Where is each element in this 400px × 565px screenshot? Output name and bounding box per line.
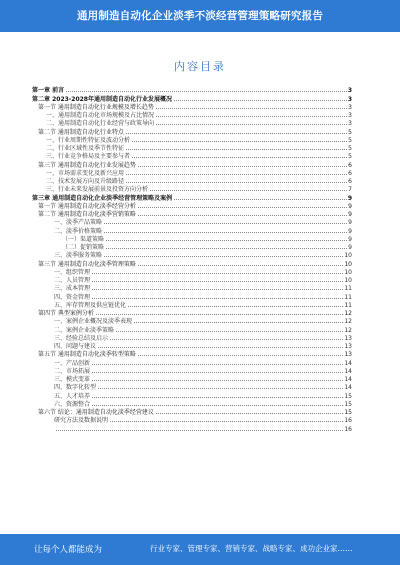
toc-entry-page: 9 bbox=[348, 219, 352, 227]
toc-leader-dots bbox=[138, 355, 343, 356]
toc-entry[interactable] bbox=[32, 160, 352, 168]
toc-entry-label: 二、通用制造自动化行业经营与政策导向 bbox=[46, 120, 155, 128]
toc-leader-dots bbox=[92, 364, 343, 365]
toc-entry-page: 3 bbox=[348, 112, 352, 119]
toc-leader-dots bbox=[110, 421, 343, 422]
toc-entry-page: 14 bbox=[344, 367, 352, 375]
toc-entry-label: 第一节 通用制造自动化行业规模及增长趋势 bbox=[38, 103, 154, 111]
toc-entry-page: 16 bbox=[344, 417, 352, 425]
toc-entry[interactable] bbox=[32, 268, 352, 276]
toc-entry-label: 二、技术发展方向及升级路径 bbox=[46, 178, 125, 185]
toc-entry-page: 11 bbox=[344, 293, 352, 301]
toc-entry-label: 第一章 前言 bbox=[32, 87, 65, 95]
toc-entry-label: 四、数字化转型 bbox=[54, 384, 97, 392]
toc-entry-page: 3 bbox=[348, 120, 352, 128]
toc-entry-page: 15 bbox=[344, 392, 352, 400]
toc-leader-dots bbox=[92, 281, 343, 282]
toc-leader-dots bbox=[66, 91, 347, 92]
toc-entry-page: 10 bbox=[344, 268, 352, 276]
toc-entry[interactable] bbox=[32, 177, 352, 185]
toc-entry[interactable] bbox=[32, 276, 352, 284]
toc-entry-label: （一）渠道策略 bbox=[62, 235, 105, 243]
toc-entry-page: 15 bbox=[344, 400, 352, 408]
toc-leader-dots bbox=[138, 166, 347, 167]
toc-entry-label: 一、案例企业概况及淡季表现 bbox=[54, 318, 133, 326]
toc-entry-page: 11 bbox=[344, 285, 352, 293]
toc-entry-page: 5 bbox=[348, 145, 352, 152]
toc-entry[interactable] bbox=[32, 367, 352, 375]
toc-leader-dots bbox=[128, 306, 343, 307]
toc-entry-page: 9 bbox=[347, 194, 352, 202]
toc-entry-page: 5 bbox=[348, 136, 352, 144]
toc-entry-label: 第三章 通用制造自动化企业淡季经营管理策略及案例 bbox=[32, 194, 173, 202]
toc-entry[interactable] bbox=[32, 202, 352, 210]
toc-entry-label: 一、组织管理 bbox=[54, 268, 91, 276]
toc-entry-page: 5 bbox=[348, 153, 352, 161]
toc-leader-dots bbox=[134, 322, 343, 323]
toc-entry-page: 13 bbox=[344, 343, 352, 350]
toc-entry-page: 10 bbox=[344, 252, 352, 260]
toc-leader-dots bbox=[96, 314, 343, 315]
toc-entry-page: 10 bbox=[344, 260, 352, 268]
toc-leader-dots bbox=[104, 232, 347, 233]
toc-entry-label: 一、市场需求变化及新兴应用 bbox=[46, 169, 125, 177]
toc-entry[interactable] bbox=[32, 424, 352, 432]
toc-entry-label: 一、通用制造自动化市场规模及占比情况 bbox=[46, 112, 155, 119]
toc-entry-label: （二）促销策略 bbox=[62, 244, 105, 251]
footer-roles: 行业专家、管理专家、营销专家、战略专家、成功企业家…… bbox=[150, 544, 353, 553]
toc-entry-page: 6 bbox=[348, 169, 352, 177]
toc-leader-dots bbox=[98, 347, 343, 348]
toc-entry-label: 研究方法及数据说明 bbox=[54, 417, 109, 425]
toc-entry[interactable] bbox=[32, 334, 352, 342]
toc-entry-page: 11 bbox=[344, 301, 352, 309]
toc-entry[interactable] bbox=[32, 226, 352, 234]
toc-entry[interactable] bbox=[32, 119, 352, 127]
toc-entry-label: 第六节 结论：通用制造自动化淡季经营建议 bbox=[38, 409, 154, 416]
toc-leader-dots bbox=[104, 223, 347, 224]
toc-entry-label: 一、淡季产品策略 bbox=[54, 219, 103, 227]
toc-leader-dots bbox=[132, 141, 347, 142]
toc-entry-page: 9 bbox=[348, 227, 352, 235]
table-of-contents bbox=[32, 86, 352, 433]
toc-entry[interactable] bbox=[32, 193, 352, 201]
toc-leader-dots bbox=[106, 240, 347, 241]
toc-entry-label: 第二节 通用制造自动化淡季营销策略 bbox=[38, 211, 136, 218]
toc-entry[interactable] bbox=[32, 301, 352, 309]
toc-entry-label: 第四节 典型案例分析 bbox=[38, 310, 94, 317]
toc-entry[interactable] bbox=[32, 358, 352, 366]
toc-leader-dots bbox=[174, 100, 347, 101]
toc-entry[interactable] bbox=[32, 86, 352, 94]
toc-leader-dots bbox=[132, 157, 347, 158]
toc-entry-label: 一、行业周期性特征及波动分析 bbox=[46, 136, 131, 144]
toc-entry[interactable] bbox=[32, 169, 352, 177]
toc-entry-page: 7 bbox=[348, 186, 352, 194]
toc-leader-dots bbox=[138, 207, 347, 208]
toc-leader-dots bbox=[174, 199, 347, 200]
toc-entry-label: 二、淡季价格策略 bbox=[54, 227, 103, 235]
toc-entry-label: 五、人才培养 bbox=[54, 392, 91, 400]
toc-entry-label: 第五节 通用制造自动化淡季转型策略 bbox=[38, 351, 136, 359]
toc-leader-dots bbox=[116, 331, 343, 332]
toc-entry[interactable] bbox=[32, 309, 352, 317]
toc-leader-dots bbox=[126, 174, 347, 175]
toc-entry-label: 六、资源整合 bbox=[54, 400, 91, 408]
toc-entry-page: 12 bbox=[344, 326, 352, 334]
toc-leader-dots bbox=[92, 273, 343, 274]
toc-leader-dots bbox=[138, 265, 343, 266]
toc-entry[interactable] bbox=[32, 342, 352, 350]
toc-leader-dots bbox=[138, 215, 347, 216]
toc-entry[interactable] bbox=[32, 350, 352, 358]
toc-entry[interactable] bbox=[32, 400, 352, 408]
toc-leader-dots bbox=[92, 289, 343, 290]
toc-entry-page: 10 bbox=[344, 277, 352, 284]
header-bar bbox=[0, 0, 400, 32]
toc-entry[interactable] bbox=[32, 383, 352, 391]
toc-entry-label: 第三节 通用制造自动化行业发展趋势 bbox=[38, 161, 136, 169]
toc-entry-label: 第一节 通用制造自动化淡季经营分析 bbox=[38, 202, 136, 210]
toc-entry-page: 5 bbox=[348, 128, 352, 136]
toc-entry-page: 6 bbox=[348, 161, 352, 169]
toc-entry-page: 12 bbox=[344, 318, 352, 326]
toc-entry[interactable] bbox=[32, 325, 352, 333]
footer-bar bbox=[0, 534, 400, 565]
toc-leader-dots bbox=[156, 124, 347, 125]
toc-leader-dots bbox=[156, 413, 343, 414]
toc-entry-label: 二、行业区域性及季节性特征 bbox=[46, 145, 125, 152]
toc-entry-label: 三、行业竞争格局及主要参与者 bbox=[46, 153, 131, 161]
toc-entry-label: 四、资金管理 bbox=[54, 293, 91, 301]
toc-entry-page: 9 bbox=[348, 202, 352, 210]
toc-entry[interactable] bbox=[32, 235, 352, 243]
toc-entry[interactable] bbox=[32, 391, 352, 399]
toc-entry-page: 13 bbox=[344, 334, 352, 342]
toc-entry[interactable] bbox=[32, 259, 352, 267]
toc-leader-dots bbox=[92, 380, 343, 381]
toc-entry[interactable] bbox=[32, 218, 352, 226]
toc-entry[interactable] bbox=[32, 284, 352, 292]
toc-leader-dots bbox=[126, 182, 347, 183]
toc-heading: 内容目录 bbox=[174, 60, 226, 73]
toc-leader-dots bbox=[110, 339, 343, 340]
footer-slogan: 让每个人都能成为 bbox=[34, 545, 103, 555]
toc-leader-dots bbox=[106, 248, 347, 249]
toc-entry[interactable] bbox=[32, 251, 352, 259]
toc-leader-dots bbox=[104, 256, 343, 257]
toc-entry-page: 9 bbox=[348, 211, 352, 218]
toc-leader-dots bbox=[92, 397, 343, 398]
toc-entry-label: 三、行业未来发展前景及投资方向分析 bbox=[46, 186, 149, 194]
toc-leader-dots bbox=[150, 190, 347, 191]
toc-entry-label: 一、产品创新 bbox=[54, 359, 91, 367]
toc-entry-label: 三、模式变革 bbox=[54, 376, 91, 383]
toc-entry-label: 第二节 通用制造自动化行业特点 bbox=[38, 128, 124, 136]
toc-entry-page: 14 bbox=[344, 376, 352, 383]
toc-entry-page: 15 bbox=[344, 409, 352, 416]
toc-entry-page: 14 bbox=[344, 384, 352, 392]
toc-leader-dots bbox=[92, 405, 343, 406]
toc-entry[interactable] bbox=[32, 111, 352, 119]
toc-entry-page: 3 bbox=[347, 87, 352, 95]
toc-entry-label: 第三节 通用制造自动化淡季管理策略 bbox=[38, 260, 136, 268]
toc-leader-dots bbox=[126, 149, 347, 150]
toc-entry[interactable] bbox=[32, 136, 352, 144]
toc-entry-label: 三、成本管理 bbox=[54, 285, 91, 293]
toc-entry[interactable] bbox=[32, 94, 352, 102]
toc-entry[interactable] bbox=[32, 416, 352, 424]
toc-entry[interactable] bbox=[32, 185, 352, 193]
toc-entry[interactable] bbox=[32, 210, 352, 218]
toc-entry-label: 三、淡季服务策略 bbox=[54, 252, 103, 260]
toc-entry-page: 16 bbox=[344, 425, 352, 433]
toc-entry-page: 9 bbox=[348, 235, 352, 243]
toc-entry[interactable] bbox=[32, 243, 352, 251]
toc-leader-dots bbox=[98, 388, 343, 389]
toc-entry-label: 第二章 2023-2028年通用制造自动化行业发展概况 bbox=[32, 95, 172, 103]
toc-entry[interactable] bbox=[32, 375, 352, 383]
toc-entry-page: 12 bbox=[344, 310, 352, 317]
toc-leader-dots bbox=[56, 430, 343, 431]
toc-entry-page: 9 bbox=[348, 244, 352, 251]
toc-entry-label: 二、市场拓展 bbox=[54, 367, 91, 375]
toc-entry-page: 14 bbox=[344, 359, 352, 367]
toc-entry[interactable] bbox=[32, 292, 352, 300]
toc-leader-dots bbox=[92, 372, 343, 373]
toc-entry[interactable] bbox=[32, 408, 352, 416]
toc-entry-page: 6 bbox=[348, 178, 352, 185]
toc-leader-dots bbox=[156, 108, 347, 109]
toc-entry[interactable] bbox=[32, 103, 352, 111]
toc-entry-label: 五、库存管理及供应链优化 bbox=[54, 301, 127, 309]
toc-entry-label: 三、经验总结及启示 bbox=[54, 334, 109, 342]
toc-entry-page: 3 bbox=[347, 95, 352, 103]
toc-entry[interactable] bbox=[32, 152, 352, 160]
toc-leader-dots bbox=[92, 298, 343, 299]
toc-entry[interactable] bbox=[32, 317, 352, 325]
toc-entry-label: 四、问题与建议 bbox=[54, 343, 97, 350]
toc-entry-label: 二、人员管理 bbox=[54, 277, 91, 284]
toc-entry-label: 二、案例企业淡季策略 bbox=[54, 326, 115, 334]
document-title: 通用制造自动化企业淡季不淡经营管理策略研究报告 bbox=[76, 10, 324, 22]
toc-entry-page: 3 bbox=[348, 103, 352, 111]
toc-entry-page: 13 bbox=[344, 351, 352, 359]
toc-leader-dots bbox=[156, 116, 347, 117]
toc-entry[interactable] bbox=[32, 127, 352, 135]
toc-entry[interactable] bbox=[32, 144, 352, 152]
toc-leader-dots bbox=[126, 133, 347, 134]
